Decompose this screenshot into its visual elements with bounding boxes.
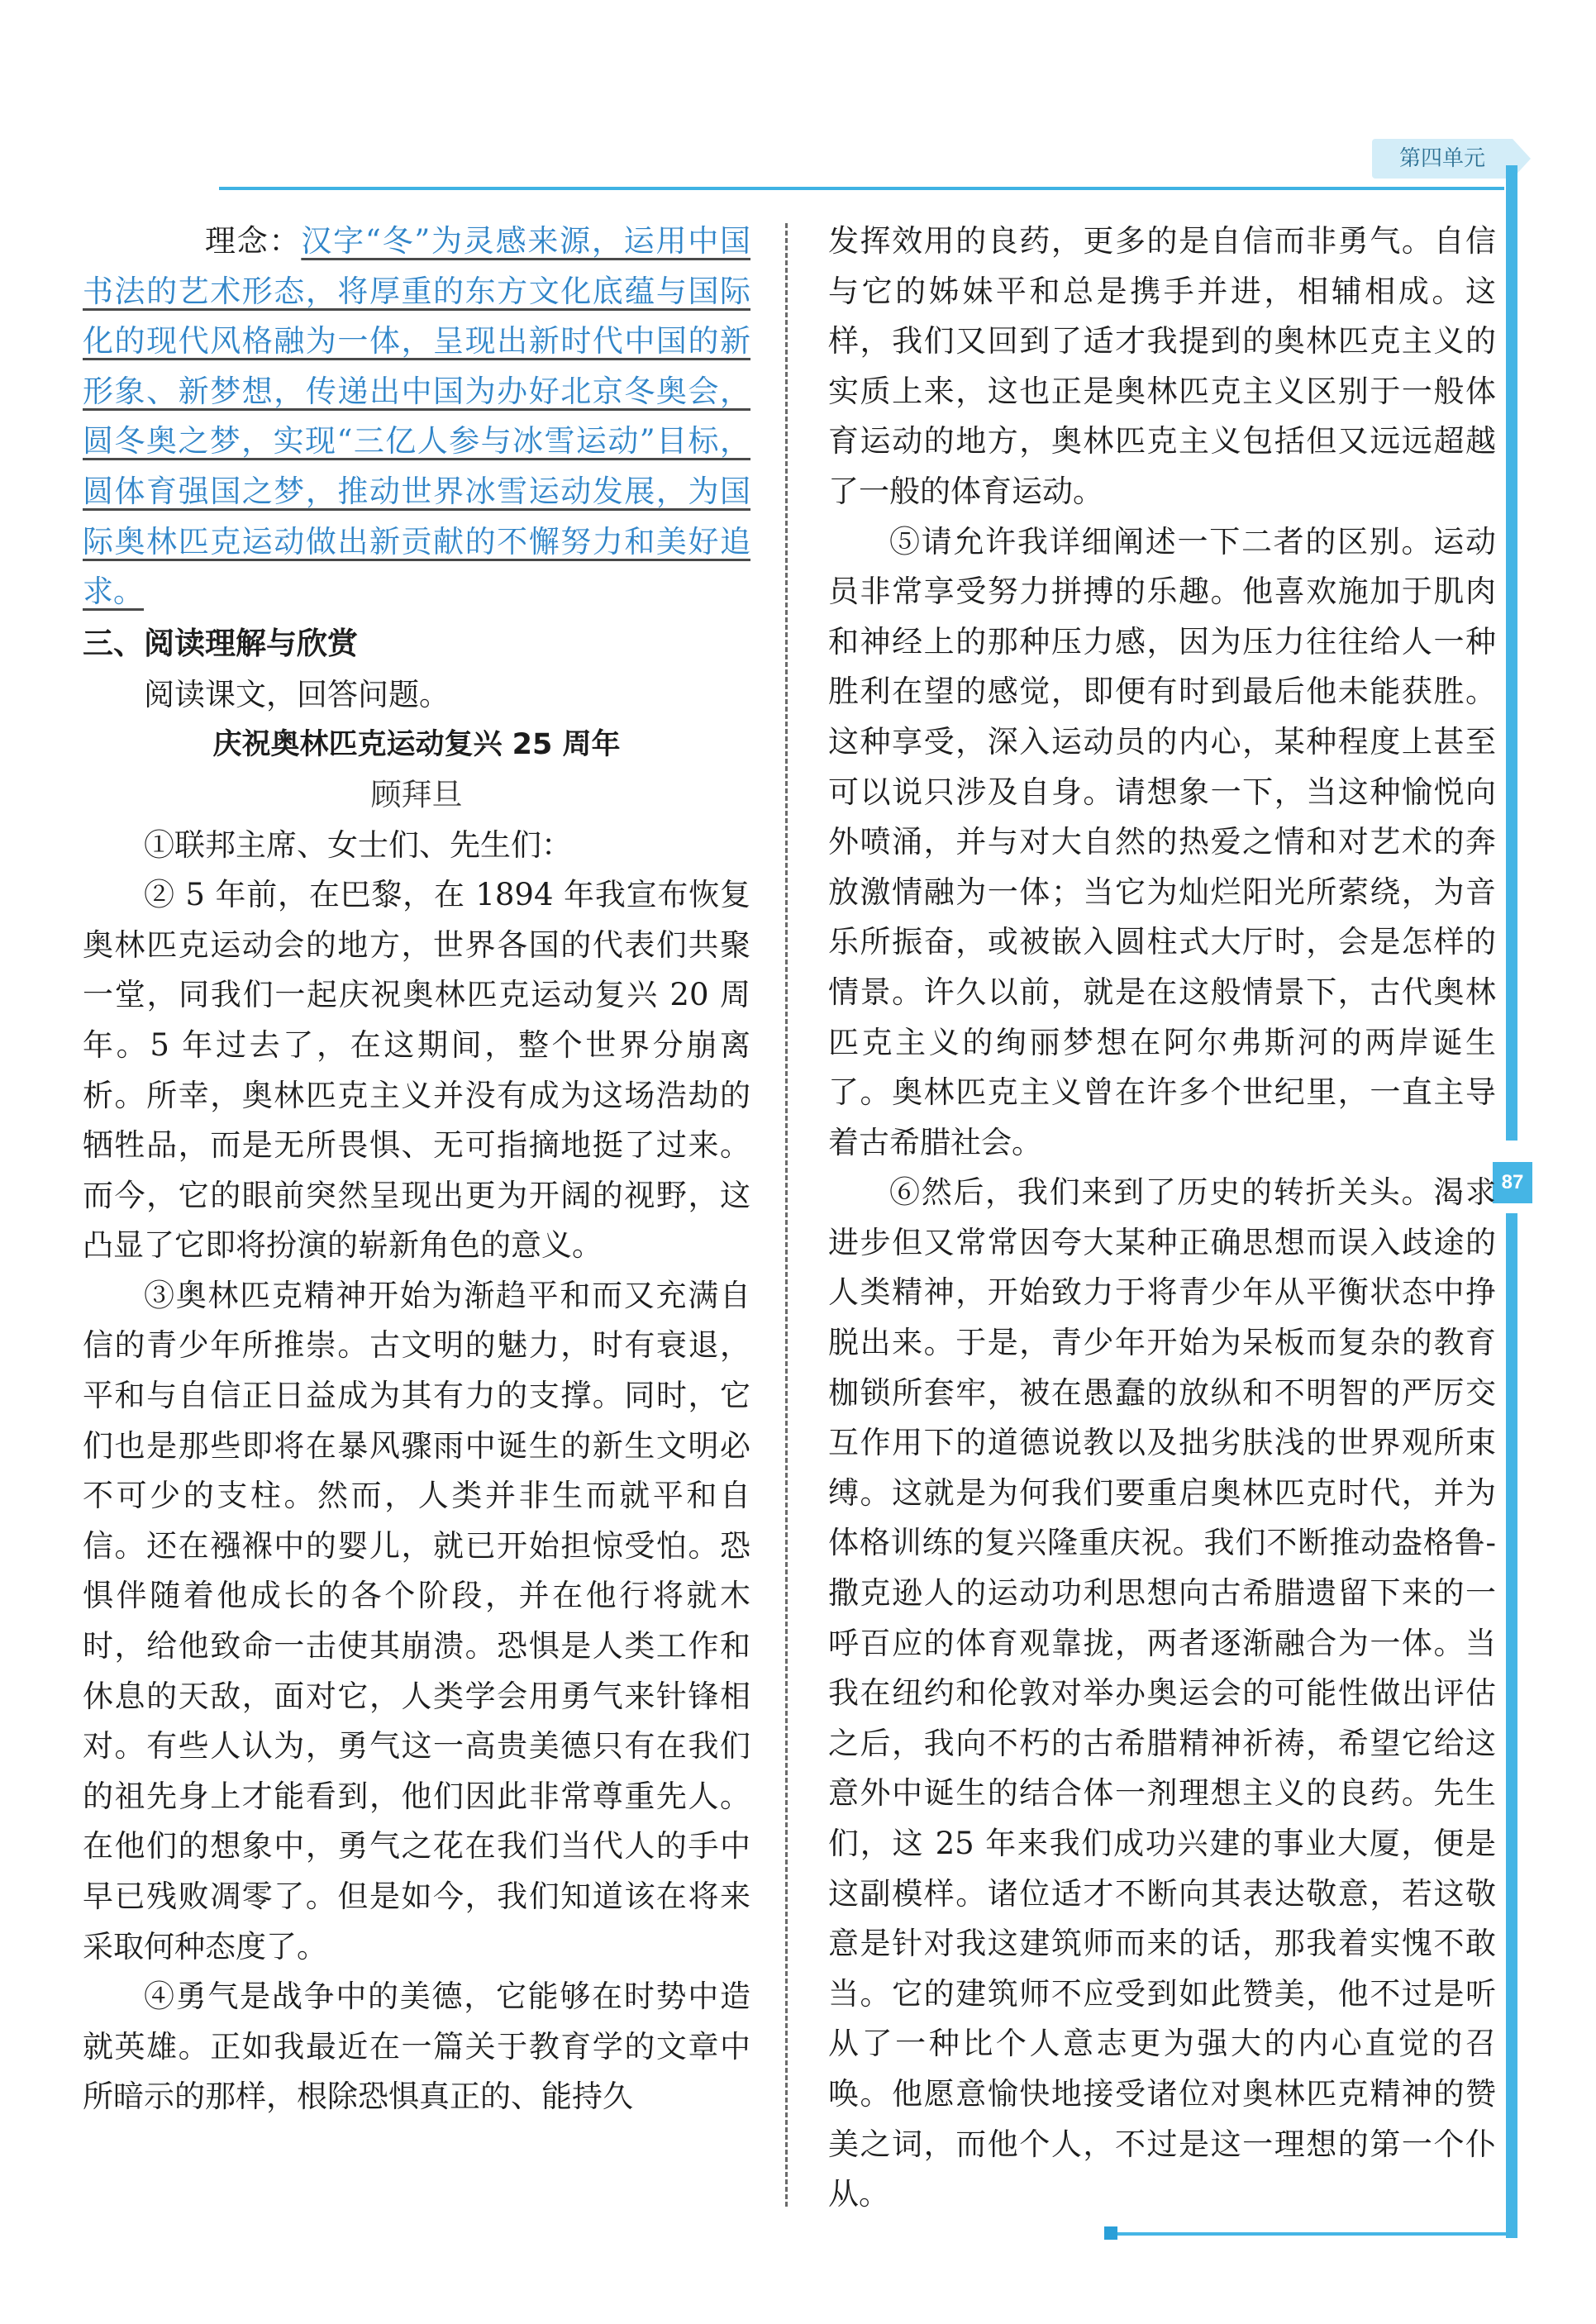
section-instruction: 阅读课文，回答问题。 [144, 676, 450, 712]
side-bar-bottom [1506, 1213, 1517, 2238]
footer-rule [1117, 2232, 1517, 2236]
answer-text: 汉字“冬”为灵感来源，运用中国书法的艺术形态，将厚重的东方文化底蕴与国际化的现代风格融为一体，呈现出新时代中国的新形象、新梦想，传递出中国为办好北京冬奥会，圆冬奥之梦，实现“三亿人参与冰雪运动”目标，圆体育强国之梦，推动世界冰雪运动发展，为国际奥林匹克运动做出新贡献的不懈努力和美好追求。 [83, 223, 750, 610]
footer-marker [1104, 2226, 1117, 2240]
left-column [83, 217, 750, 2122]
answer-label: 理念： [205, 223, 302, 259]
paragraph-2: ② 5 年前，在巴黎，在 1894 年我宣布恢复奥林匹克运动会的地方，世界各国的代表们共聚一堂，同我们一起庆祝奥林匹克运动复兴 20 周年。5 年过去了，在这期间，整个世界分崩离析。所幸，奥林匹克主义并没有成为这场浩劫的牺牲品，而是无所畏惧、无可指摘地挺了过来。而今，它的眼前突然呈现出更为开阔的视野，这凸显了它即将扮演的崭新角色的意义。 [83, 877, 750, 1264]
side-bar-top [1506, 165, 1517, 1141]
paragraph-4-start: ④勇气是战争中的美德，它能够在时势中造就英雄。正如我最近在一篇关于教育学的文章中所暗示的那样，根除恐惧真正的、能持久 [83, 1979, 750, 2115]
paragraph-4-end: 发挥效用的良药，更多的是自信而非勇气。自信与它的姊妹平和总是携手并进，相辅相成。这样，我们又回到了适才我提到的奥林匹克主义的实质上来，这也正是奥林匹克主义区别于一般体育运动的地方，奥林匹克主义包括但又远远超越了一般的体育运动。 [828, 223, 1496, 509]
right-column [828, 217, 1496, 2220]
page-number: 87 [1493, 1162, 1532, 1203]
unit-tab: 第四单元 [1372, 139, 1513, 179]
paragraph-5: ⑤请允许我详细阐述一下二者的区别。运动员非常享受努力拼搏的乐趣。他喜欢施加于肌肉和神经上的那种压力感，因为压力往往给人一种胜利在望的感觉，即便有时到最后他未能获胜。这种享受，深入运动员的内心，某种程度上甚至可以说只涉及自身。请想象一下，当这种愉悦向外喷涌，并与对大自然的热爱之情和对艺术的奔放激情融为一体；当它为灿烂阳光所萦绕，为音乐所振奋，或被嵌入圆柱式大厅时，会是怎样的情景。许久以前，就是在这般情景下，古代奥林匹克主义的绚丽梦想在阿尔弗斯河的两岸诞生了。奥林匹克主义曾在许多个世纪里，一直主导着古希腊社会。 [828, 523, 1496, 1160]
section-heading: 三、阅读理解与欣赏 [83, 625, 358, 661]
article-author: 顾拜旦 [370, 776, 463, 812]
article-title: 庆祝奥林匹克运动复兴 25 周年 [212, 728, 621, 762]
header-rule [219, 187, 1504, 190]
column-divider [785, 223, 788, 2207]
salutation: ①联邦主席、女士们、先生们： [144, 826, 572, 863]
paragraph-6: ⑥然后，我们来到了历史的转折关头。渴求进步但又常常因夸大某种正确思想而误入歧途的人类精神，开始致力于将青少年从平衡状态中挣脱出来。于是，青少年开始为呆板而复杂的教育枷锁所套牢，被在愚蠢的放纵和不明智的严厉交互作用下的道德说教以及拙劣肤浅的世界观所束缚。这就是为何我们要重启奥林匹克时代，并为体格训练的复兴隆重庆祝。我们不断推动盎格鲁-撒克逊人的运动功利思想向古希腊遗留下来的一呼百应的体育观靠拢，两者逐渐融合为一体。当我在纽约和伦敦对举办奥运会的可能性做出评估之后，我向不朽的古希腊精神祈祷，希望它给这意外中诞生的结合体一剂理想主义的良药。先生们，这 25 年来我们成功兴建的事业大厦，便是这副模样。诸位适才不断向其表达敬意，若这敬意是针对我这建筑师而来的话，那我着实愧不敢当。它的建筑师不应受到如此赞美，他不过是听从了一种比个人意志更为强大的内心直觉的召唤。他愿意愉快地接受诸位对奥林匹克精神的赞美之词，而他个人，不过是这一理想的第一个仆从。 [828, 1174, 1496, 2212]
answer-block [83, 217, 750, 617]
paragraph-3: ③奥林匹克精神开始为渐趋平和而又充满自信的青少年所推崇。古文明的魅力，时有衰退，平和与自信正日益成为其有力的支撑。同时，它们也是那些即将在暴风骤雨中诞生的新生文明必不可少的支柱。然而，人类并非生而就平和自信。还在襁褓中的婴儿，就已开始担惊受怕。恐惧伴随着他成长的各个阶段，并在他行将就木时，给他致命一击使其崩溃。恐惧是人类工作和休息的天敌，面对它，人类学会用勇气来针锋相对。有些人认为，勇气这一高贵美德只有在我们的祖先身上才能看到，他们因此非常尊重先人。在他们的想象中，勇气之花在我们当代人的手中早已残败凋零了。但是如今，我们知道该在将来采取何种态度了。 [83, 1277, 750, 1964]
